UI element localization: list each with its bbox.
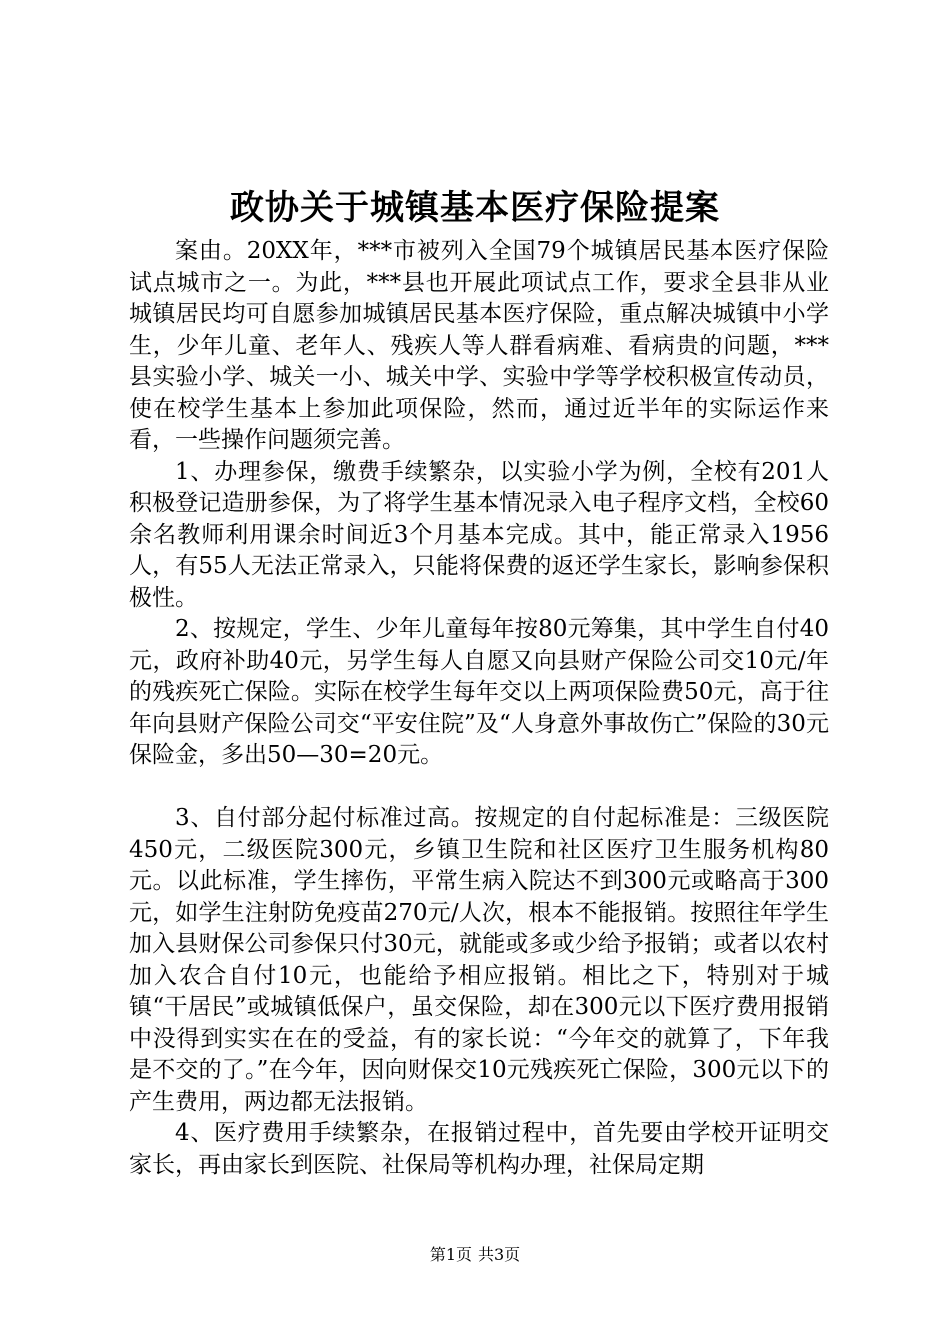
page-footer <box>0 1244 950 1266</box>
paragraph-item-4: 4、医疗费用手续繁杂，在报销过程中，首先要由学校开证明交家长，再由家长到医院、社保局等机构办理，社保局定期 <box>129 1120 829 1178</box>
paragraph-case-summary: 案由。20XX年，***市被列入全国79个城镇居民基本医疗保险试点城市之一。为此，***县也开展此项试点工作，要求全县非从业城镇居民均可自愿参加城镇居民基本医疗保险，重点解决城镇中小学生，少年儿童、老年人、残疾人等人群看病难、看病贵的问题，***县实验小学、城关一小、城关中学、实验中学等学校积极宣传动员，使在校学生基本上参加此项保险，然而，通过近半年的实际运作来看，一些操作问题须完善。 <box>129 238 829 453</box>
page-number: 第1页 <box>429 1245 472 1264</box>
document-body <box>129 236 829 1181</box>
paragraph-item-2: 2、按规定，学生、少年儿童每年按80元筹集，其中学生自付40元，政府补助40元，另学生每人自愿又向县财产保险公司交10元/年的残疾死亡保险。实际在校学生每年交以上两项保险费50元，高于往年向县财产保险公司交“平安住院”及“人身意外事故伤亡”保险的30元保险金，多出50—30=20元。 <box>129 616 829 768</box>
page-total: 共3页 <box>478 1245 521 1264</box>
paragraph-item-1: 1、办理参保，缴费手续繁杂，以实验小学为例，全校有201人积极登记造册参保，为了将学生基本情况录入电子程序文档，全校60余名教师利用课余时间近3个月基本完成。其中，能正常录入1956人，有55人无法正常录入，只能将保费的返还学生家长，影响参保积极性。 <box>129 458 829 611</box>
document-title: 政协关于城镇基本医疗保险提案 <box>230 188 720 228</box>
paragraph-item-3: 3、自付部分起付标准过高。按规定的自付起标准是：三级医院450元，二级医院300元，乡镇卫生院和社区医疗卫生服务机构80元。以此标准，学生摔伤，平常生病入院达不到300元或略高于300元，如学生注射防免疫苗270元/人次，根本不能报销。按照往年学生加入县财保公司参保只付30元，就能或多或少给予报销；或者以农村加入农合自付10元，也能给予相应报销。相比之下，特别对于城镇“干居民”或城镇低保户，虽交保险，却在300元以下医疗费用报销中没得到实实在在的受益，有的家长说：“今年交的就算了，下年我是不交的了。”在今年，因向财保交10元残疾死亡保险，300元以下的产生费用，两边都无法报销。 <box>129 805 829 1115</box>
